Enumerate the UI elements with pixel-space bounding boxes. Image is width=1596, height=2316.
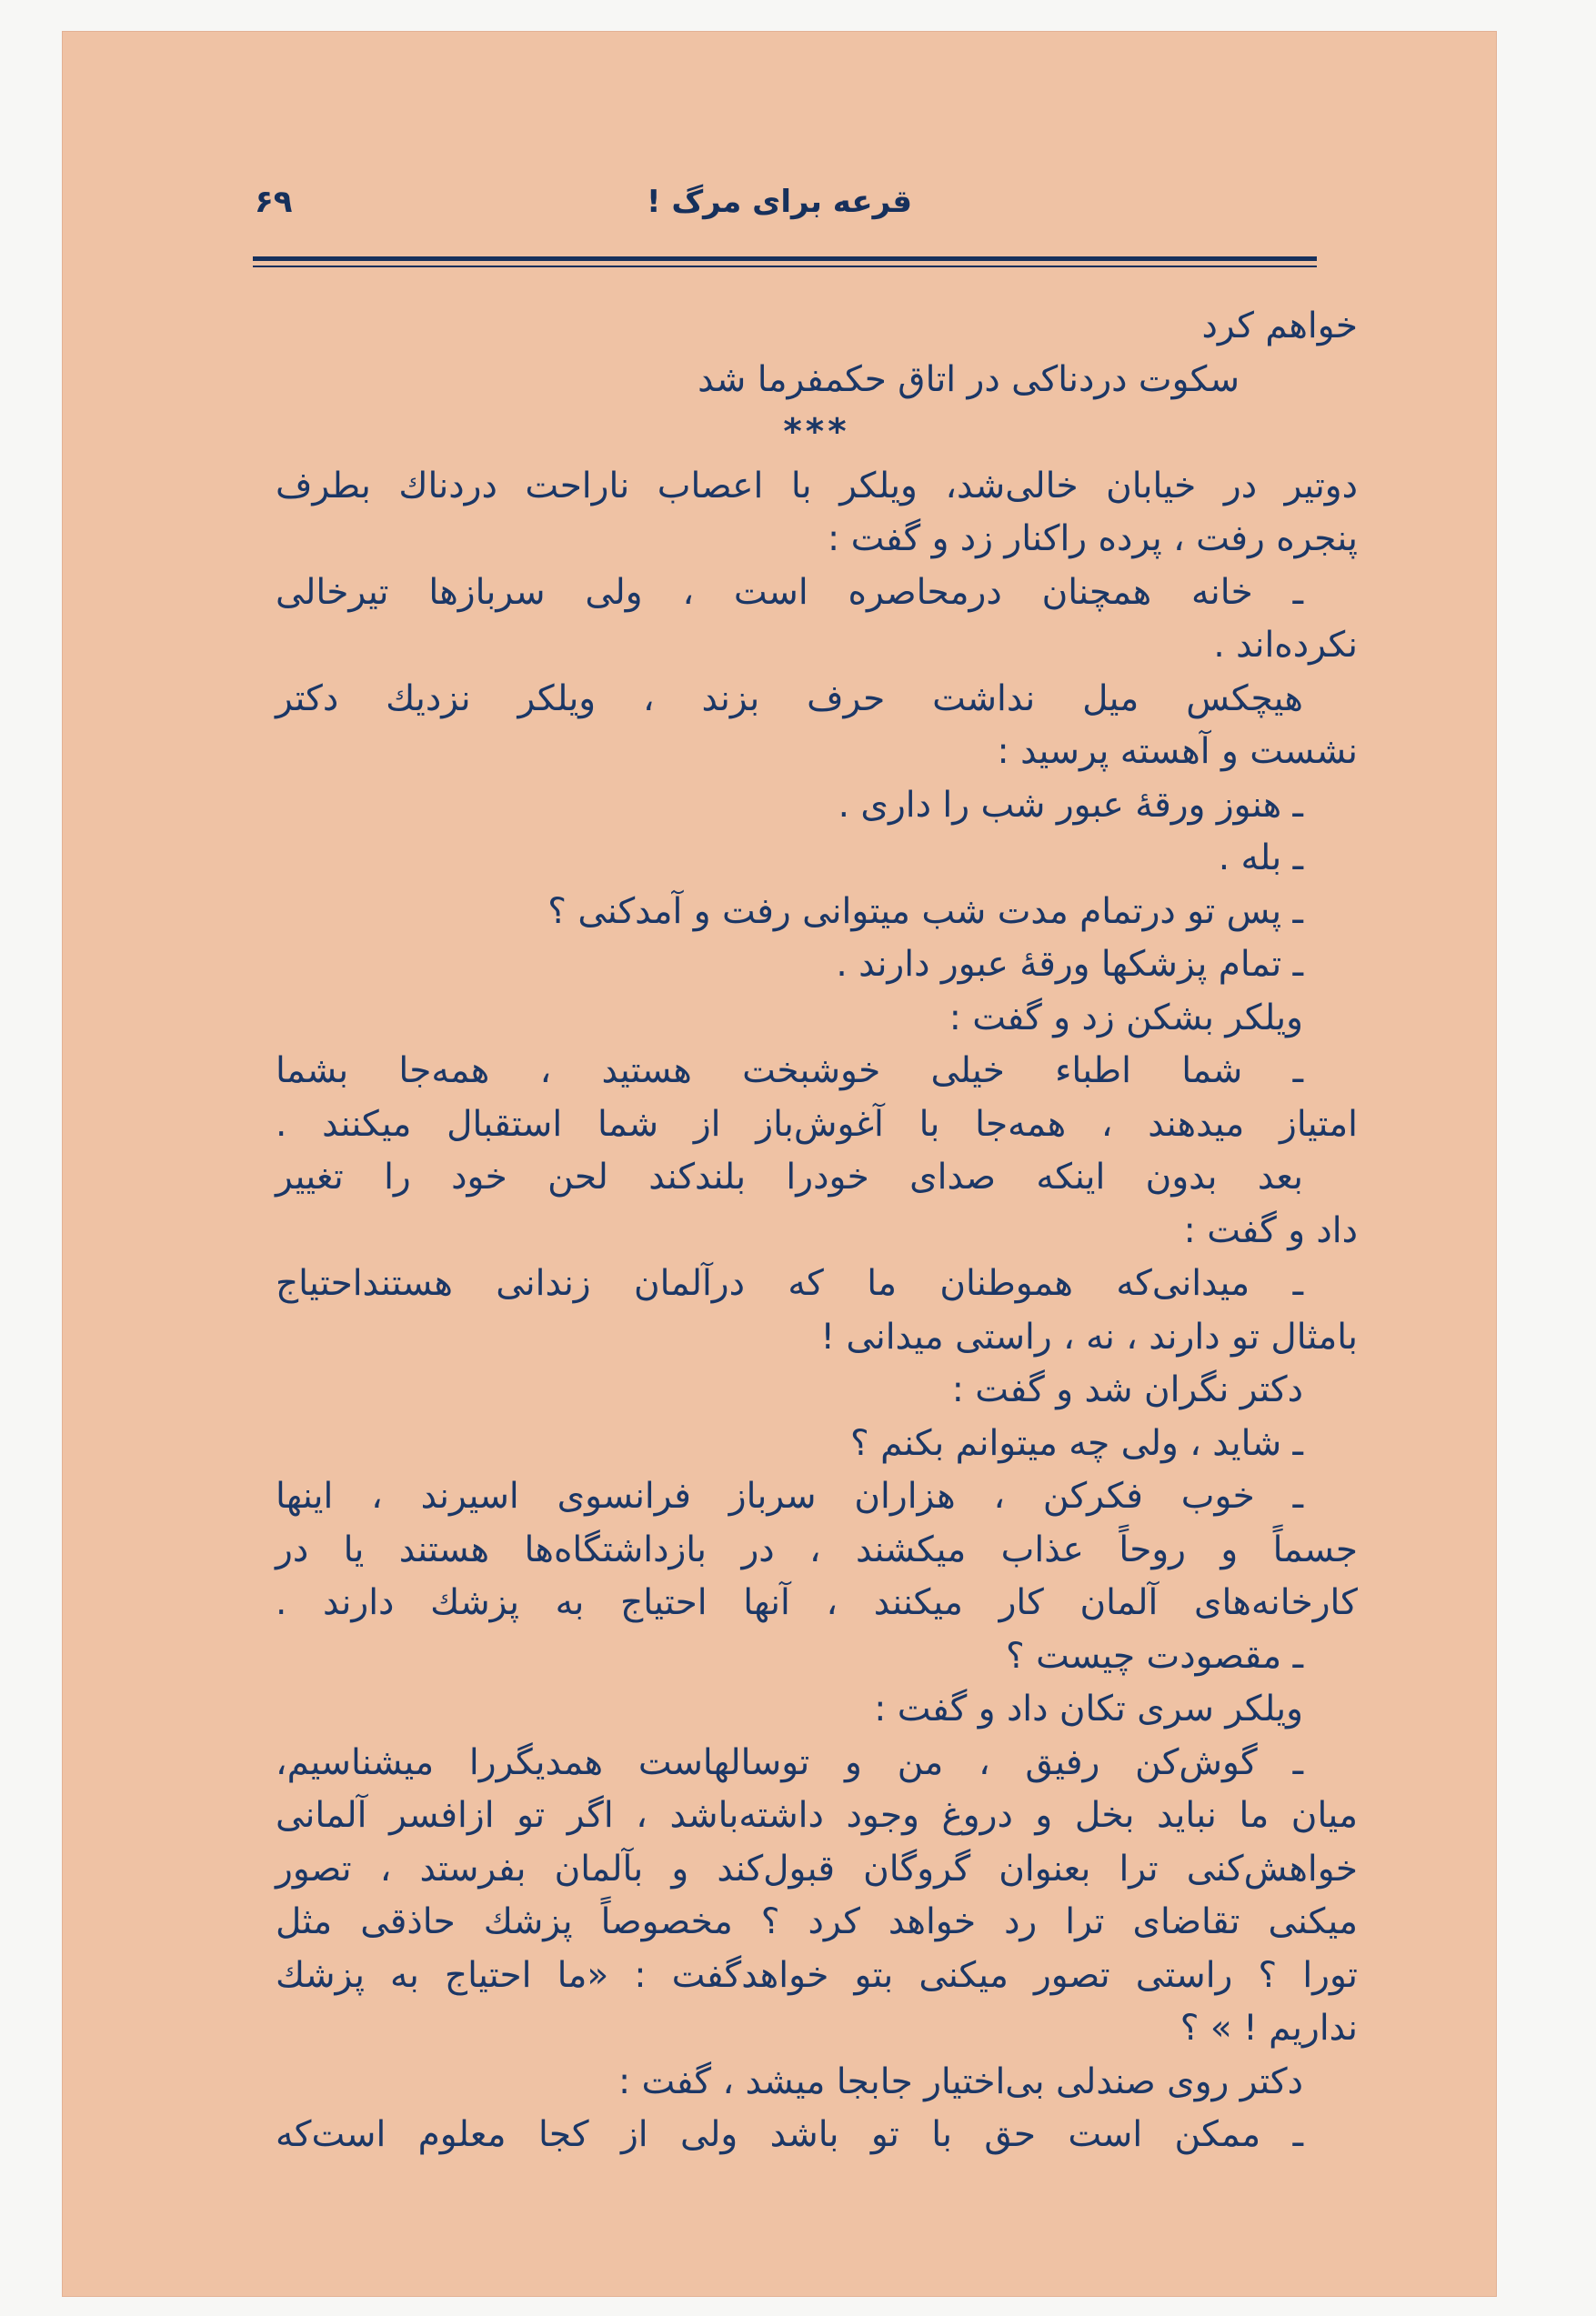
text-line: ـ مقصودت چیست ؟ (1006, 1635, 1303, 1677)
text-line: نکرده‌اند . (1213, 625, 1358, 666)
text-line: خواهم کرد (1201, 306, 1358, 346)
text-line: دوتیر در خیابان خالی‌شد، ویلکر با اعصاب ناراحت دردناك بطرف (276, 465, 1358, 506)
text-line: ویلکر سری تکان داد و گفت : (874, 1689, 1303, 1729)
text-line: سکوت دردناکی در اتاق حکمفرما شد (698, 358, 1240, 400)
text-line: ـ شاید ، ولی چه میتوانم بکنم ؟ (850, 1422, 1303, 1464)
text-line: خواهش‌کنی ترا بعنوان گروگان قبول‌کند و بآلمان بفرستد ، تصور (276, 1848, 1358, 1890)
text-line: دکتر نگران شد و گفت : (951, 1369, 1303, 1410)
body-text (276, 300, 1358, 2162)
text-line: دکتر روی صندلی بی‌اختیار جابجا میشد ، گفت : (617, 2060, 1303, 2102)
text-line: ـ میدانی‌که هموطنان ما که درآلمان زندانی هستنداحتیاج (276, 1263, 1303, 1304)
text-line: میان ما نباید بخل و دروغ وجود داشته‌باشد ، اگر تو ازافسر آلمانی (276, 1795, 1358, 1836)
book-page (62, 31, 1497, 2297)
text-line: جسماً و روحاً عذاب میکشند ، در بازداشتگاه‌ها هستند یا در (276, 1529, 1358, 1570)
page-number: ۶۹ (255, 184, 293, 220)
section-separator: *** (783, 412, 850, 453)
header-rule-thin (253, 266, 1317, 267)
text-line: ـ تمام پزشکها ورقهٔ عبور دارند . (836, 944, 1303, 985)
text-line: بامثال تو دارند ، نه ، راستی میدانی ! (820, 1316, 1358, 1358)
text-line: ـ هنوز ورقهٔ عبور شب را داری . (838, 784, 1303, 826)
text-line: پنجره رفت ، پرده راکنار زد و گفت : (828, 518, 1358, 559)
text-line: امتیاز میدهند ، همه‌جا با آغوش‌باز از شما استقبال میکنند . (276, 1103, 1358, 1145)
running-title: قرعه برای مرگ ! (646, 184, 913, 220)
text-line: ـ خوب فکرکن ، هزاران سرباز فرانسوی اسیرند ، اینها (276, 1476, 1303, 1517)
page-header (62, 184, 1497, 266)
text-line: میکنی تقاضای ترا رد خواهد کرد ؟ مخصوصاً پزشك حاذقی مثل (276, 1901, 1358, 1942)
text-line: ـ خانه همچنان درمحاصره است ، ولی سربازها تیرخالی (276, 571, 1303, 613)
text-line: هیچکس میل نداشت حرف بزند ، ویلکر نزدیك دکتر (276, 677, 1303, 719)
text-line: نداریم ! » ؟ (1179, 2008, 1358, 2049)
text-line: تورا ؟ راستی تصور میکنی بتو خواهدگفت : «ما احتیاج به پزشك (276, 1954, 1358, 1996)
text-line: ـ شما اطباء خیلی خوشبخت هستید ، همه‌جا بشما (276, 1050, 1303, 1091)
header-rule-thick (253, 256, 1317, 261)
text-line: کارخانه‌های آلمان کار میکنند ، آنها احتیاج به پزشك دارند . (276, 1582, 1358, 1623)
text-line: ویلکر بشکن زد و گفت : (949, 997, 1303, 1038)
text-line: ـ پس تو درتمام مدت شب میتوانی رفت و آمدکنی ؟ (547, 890, 1303, 932)
text-line: داد و گفت : (1183, 1209, 1358, 1251)
text-line: ـ گوش‌کن رفیق ، من و توسالهاست همدیگررا میشناسیم، (276, 1741, 1303, 1783)
text-line: نشست و آهسته پرسید : (997, 731, 1358, 772)
text-line: بعد بدون اینکه صدای خودرا بلندکند لحن خود را تغییر (276, 1157, 1303, 1198)
text-line: ـ بله . (1218, 837, 1303, 878)
text-line: ـ ممکن است حق با تو باشد ولی از کجا معلوم است‌که (276, 2114, 1303, 2155)
